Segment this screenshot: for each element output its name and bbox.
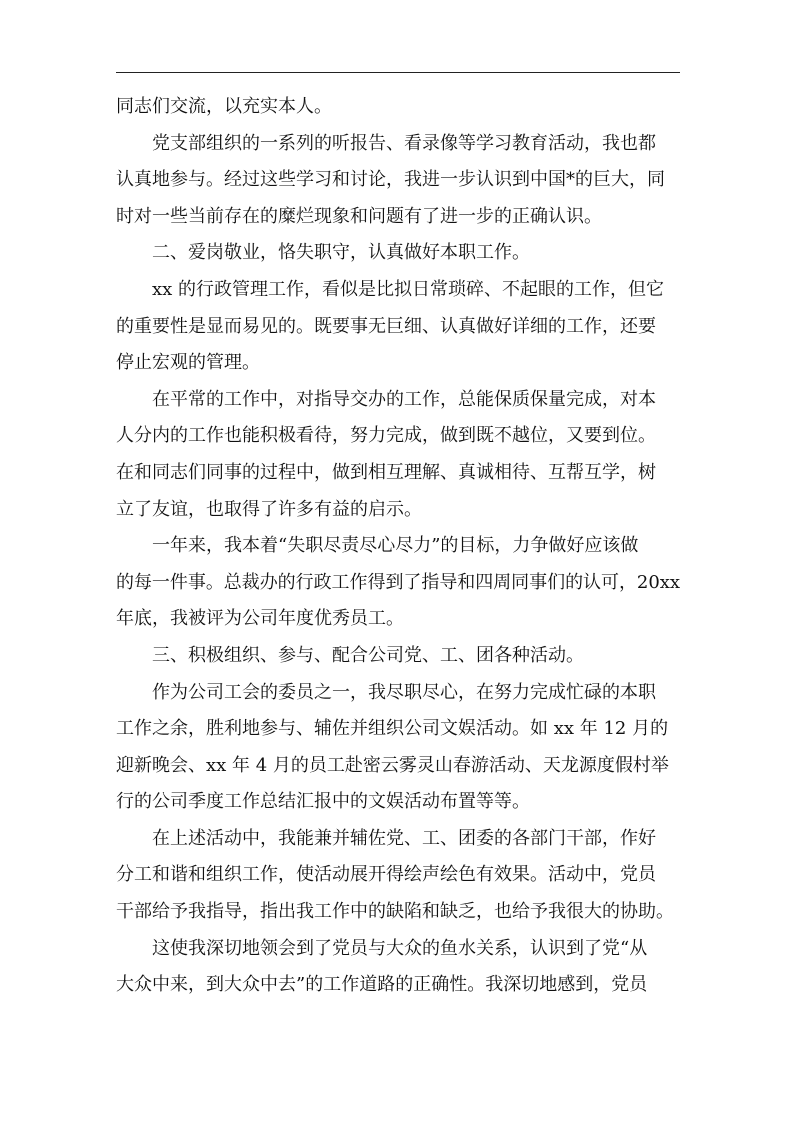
text-line: xx 的行政管理工作，看似是比拟日常琐碎、不起眼的工作，但它 [152, 278, 665, 300]
text-line: 作为公司工会的委员之一，我尽职尽心，在努力完成忙碌的本职 [152, 681, 656, 703]
text-line: 停止宏观的管理。 [116, 352, 260, 374]
text-line: 工作之余，胜利地参与、辅佐并组织公司文娱活动。如 xx 年 12 月的 [116, 718, 669, 740]
text-line: 的每一件事。总裁办的行政工作得到了指导和四周同事们的认可，20xx [116, 571, 680, 593]
text-line: 三、积极组织、参与、配合公司党、工、团各种活动。 [152, 644, 584, 666]
text-line: 在上述活动中，我能兼并辅佐党、工、团委的各部门干部，作好 [152, 827, 656, 849]
text-line: 同志们交流，以充实本人。 [116, 96, 332, 117]
text-line: 分工和谐和组织工作，使活动展开得绘声绘色有效果。活动中，党员 [116, 864, 656, 886]
text-line: 立了友谊，也取得了许多有益的启示。 [116, 498, 422, 520]
document-body [116, 89, 680, 1004]
text-line: 在平常的工作中，对指导交办的工作，总能保质保量完成，对本 [152, 388, 656, 410]
text-line: 的重要性是显而易见的。既要事无巨细、认真做好详细的工作，还要 [116, 315, 656, 337]
text-line: 行的公司季度工作总结汇报中的文娱活动布置等等。 [116, 791, 530, 813]
text-line: 干部给予我指导，指出我工作中的缺陷和缺乏，也给予我很大的协助。 [116, 901, 674, 923]
text-line: 人分内的工作也能积极看待，努力完成，做到既不越位，又要到位。 [116, 425, 656, 447]
text-line: 认真地参与。经过这些学习和讨论，我进一步认识到中国*的巨大，同 [116, 169, 665, 191]
text-line: 在和同志们同事的过程中，做到相互理解、真诚相待、互帮互学，树 [116, 461, 656, 483]
text-line: 迎新晚会、xx 年 4 月的员工赴密云雾灵山春游活动、天龙源度假村举 [116, 754, 669, 776]
text-line: 这使我深切地领会到了党员与大众的鱼水关系，认识到了党“从 [152, 937, 648, 959]
header-rule [116, 72, 680, 73]
text-line: 大众中来，到大众中去”的工作道路的正确性。我深切地感到，党员 [116, 974, 648, 996]
text-line: 党支部组织的一系列的听报告、看录像等学习教育活动，我也都 [152, 132, 656, 154]
text-line: 一年来，我本着“失职尽责尽心尽力”的目标，力争做好应该做 [152, 535, 639, 557]
text-line: 年底，我被评为公司年度优秀员工。 [116, 608, 404, 630]
text-line: 时对一些当前存在的糜烂现象和问题有了进一步的正确认识。 [116, 205, 602, 227]
text-line: 二、爱岗敬业，恪失职守，认真做好本职工作。 [152, 242, 530, 264]
